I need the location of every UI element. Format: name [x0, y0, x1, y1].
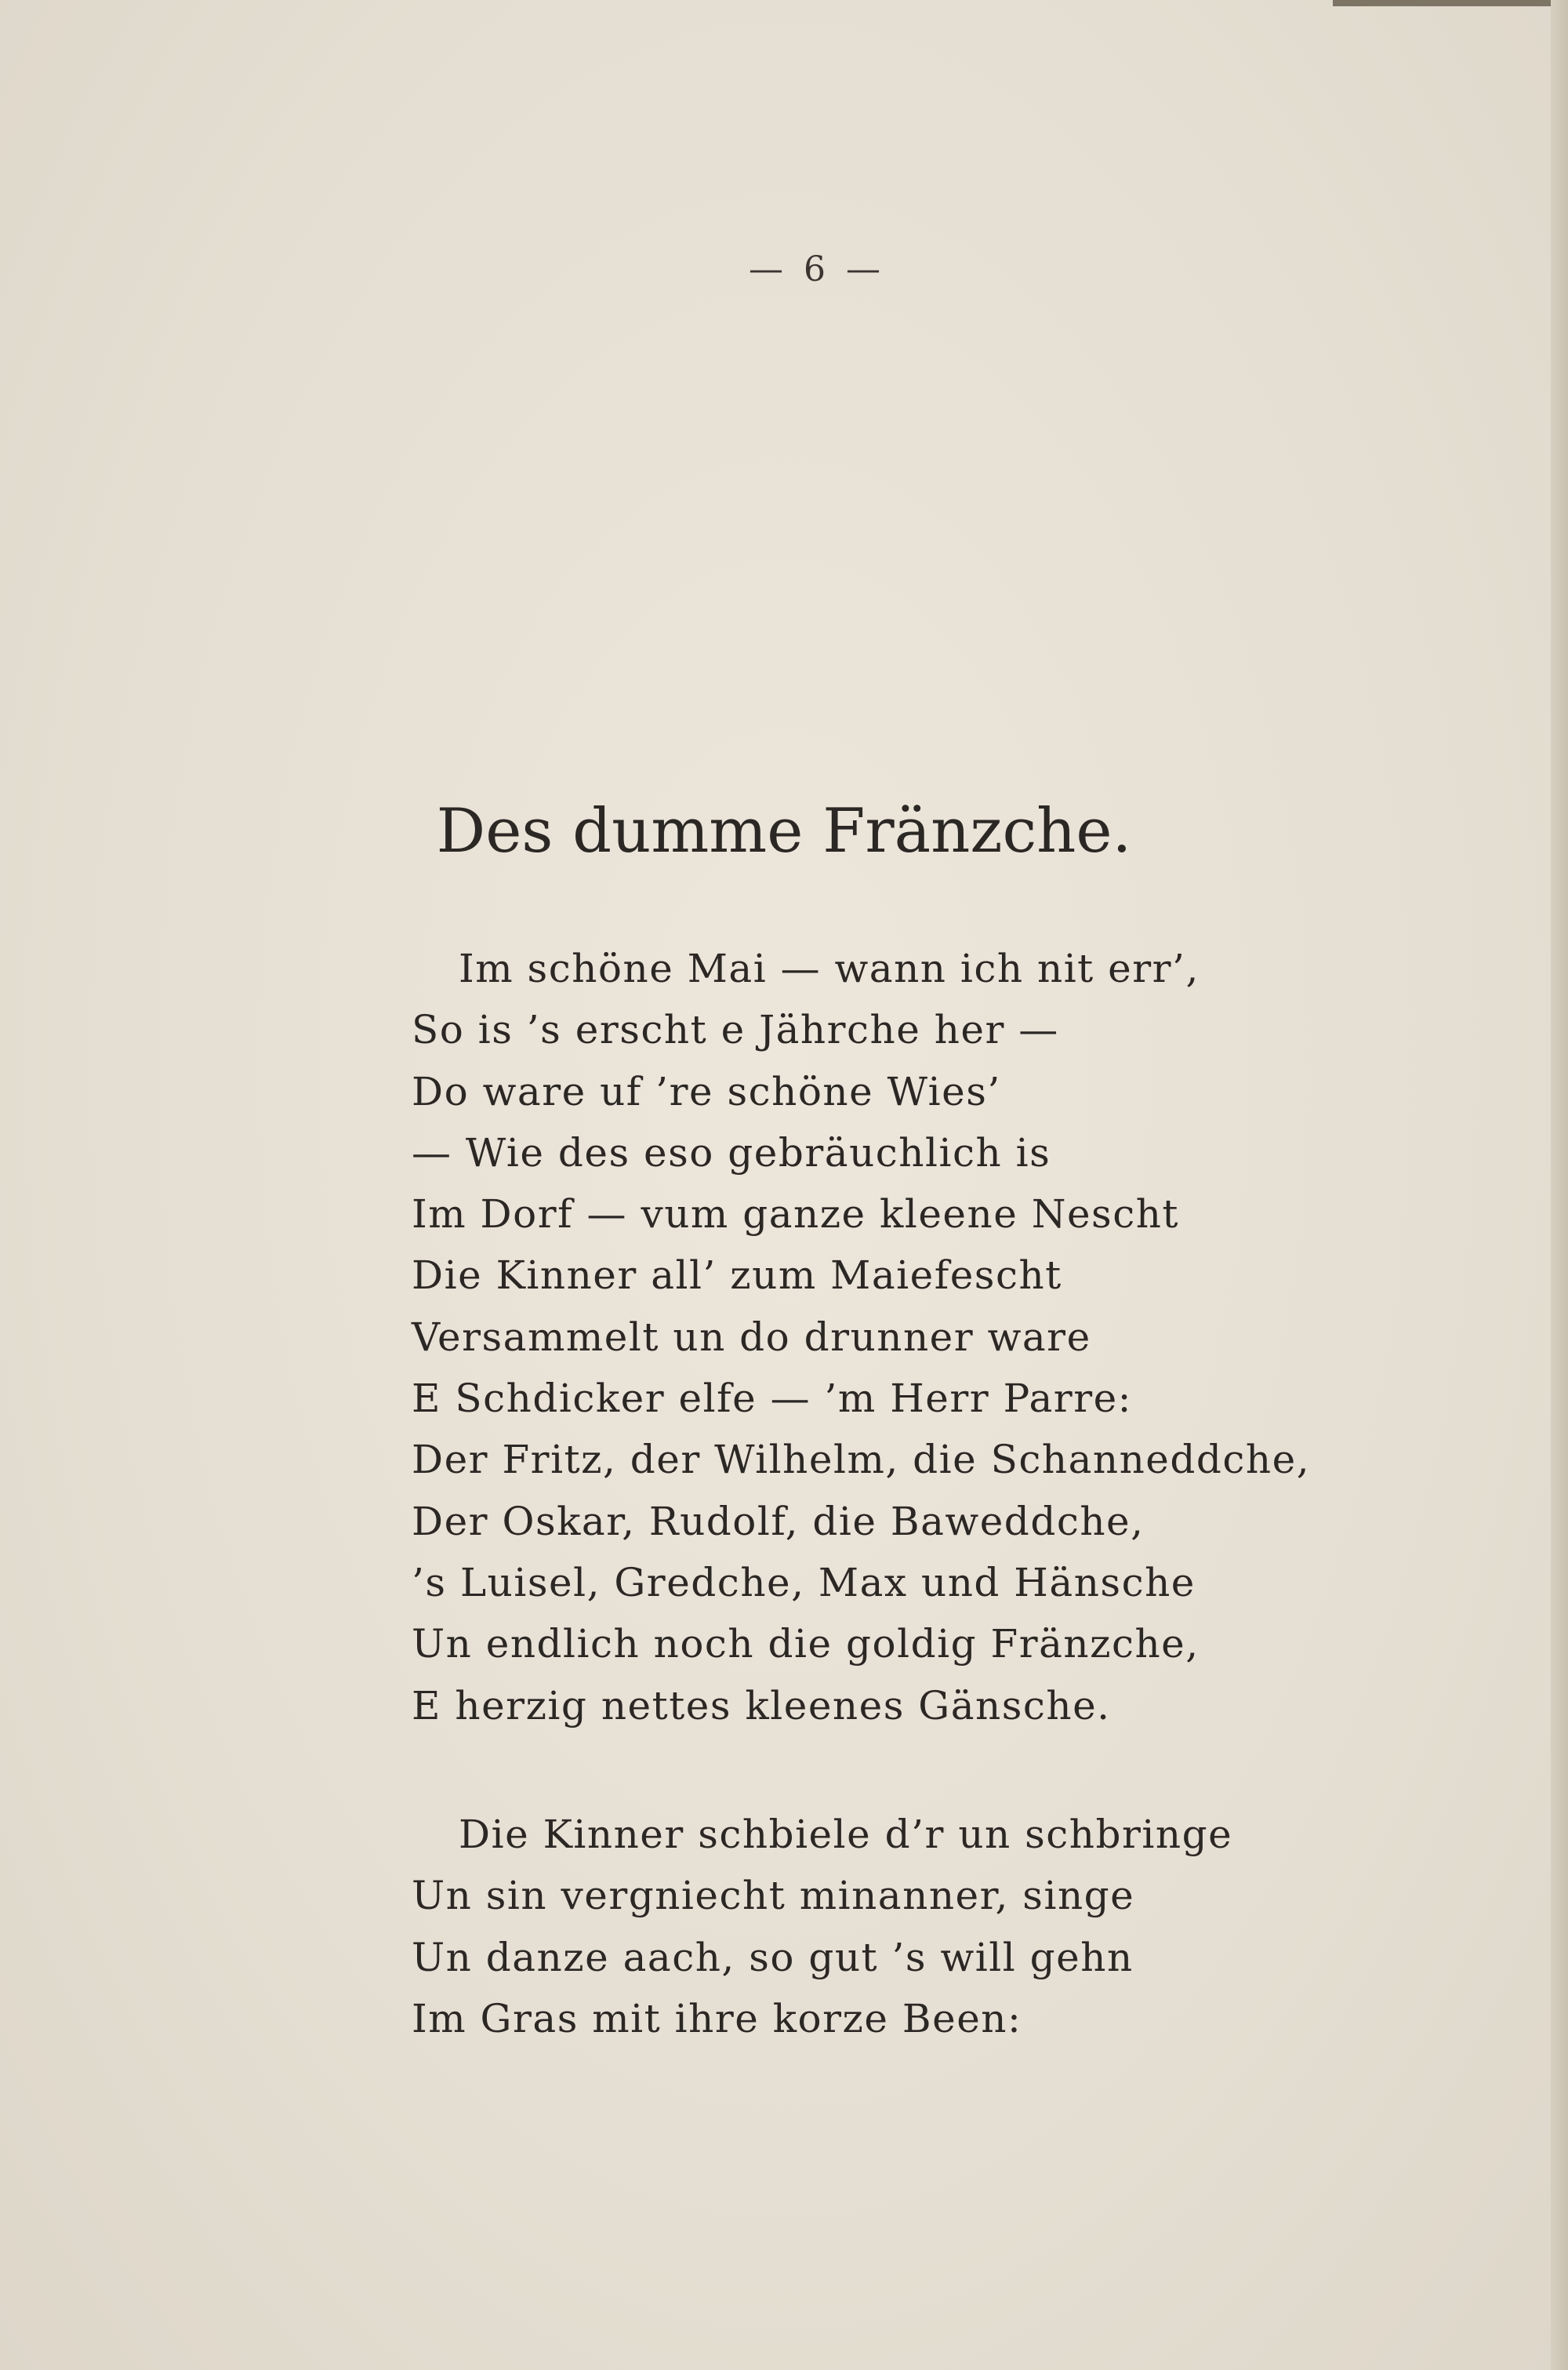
verse-line: Der Fritz, der Wilhelm, die Schanneddche,: [412, 1437, 1311, 1483]
verse-line: Die Kinner schbiele d’r un schbringe: [459, 1812, 1233, 1857]
verse-line: Im Gras mit ihre korze Been:: [412, 1995, 1022, 2041]
verse-line: Der Oskar, Rudolf, die Baweddche,: [412, 1498, 1145, 1544]
page-top-edge: [1333, 0, 1568, 6]
verse-line: Im schöne Mai — wann ich nit err’,: [459, 946, 1200, 991]
verse-line: Im Dorf — vum ganze kleene Nescht: [412, 1191, 1179, 1238]
poem-title: Des dumme Fränzche.: [436, 796, 1132, 867]
verse-line: Do ware uf ’re schöne Wies’: [412, 1068, 1001, 1114]
verse-line: E Schdicker elfe — ’m Herr Parre:: [412, 1376, 1133, 1422]
verse-line: Die Kinner all’ zum Maiefescht: [412, 1252, 1062, 1299]
verse-line: E herzig nettes kleenes Gänsche.: [412, 1682, 1111, 1728]
verse-line: Versammelt un do drunner ware: [412, 1314, 1091, 1360]
verse-line: — Wie des eso gebräuchlich is: [412, 1129, 1051, 1176]
stanza-2: [412, 1804, 1232, 2049]
verse-line: Un sin vergniecht minanner, singe: [412, 1873, 1135, 1919]
verse-line: ’s Luisel, Gredche, Max und Hänsche: [412, 1559, 1196, 1605]
verse-line: So is ’s erscht e Jährche her —: [412, 1007, 1059, 1053]
page-right-edge: [1551, 0, 1568, 2370]
stanza-1: [412, 938, 1310, 1736]
page-number: — 6 —: [749, 249, 885, 289]
verse-line: Un danze aach, so gut ’s will gehn: [412, 1934, 1134, 1980]
verse-line: Un endlich noch die goldig Fränzche,: [412, 1621, 1200, 1667]
